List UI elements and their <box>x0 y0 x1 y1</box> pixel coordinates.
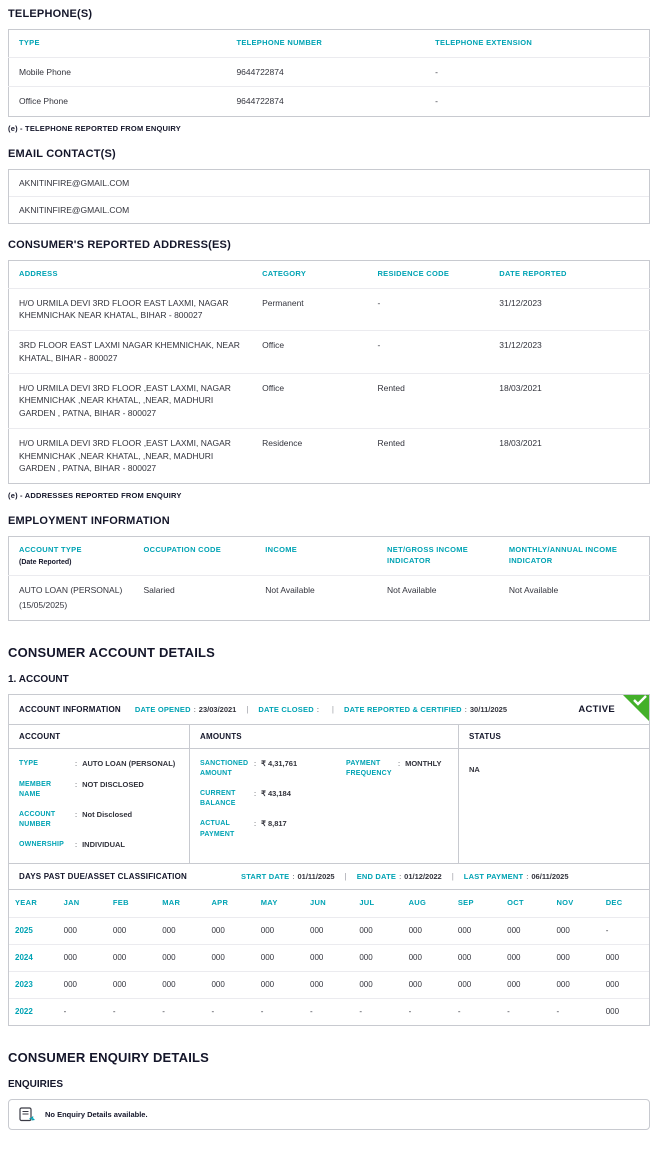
enquiries-heading: ENQUIRIES <box>8 1078 64 1090</box>
employment-income: Not Available <box>265 585 315 596</box>
dpd-cell: 000 <box>605 952 620 962</box>
telephones-title: TELEPHONE(S) <box>8 8 93 20</box>
col-header-net-gross-income: NET/GROSS INCOME INDICATOR <box>387 545 469 565</box>
addresses-table <box>8 260 650 484</box>
telephones-table <box>8 29 650 117</box>
col-header-month: MAY <box>260 898 278 908</box>
separator: | <box>344 872 347 882</box>
dpd-cell: - <box>112 1006 116 1016</box>
addresses-section <box>8 239 650 500</box>
addresses-footnote: (e) - ADDRESSES REPORTED FROM ENQUIRY <box>8 491 182 500</box>
dpd-cell: 000 <box>211 925 225 935</box>
status-column-header: STATUS <box>459 725 649 749</box>
phone-extension: - <box>435 66 438 77</box>
col-header-occupation-code: OCCUPATION CODE <box>143 545 222 554</box>
email-item: AKNITINFIRE@GMAIL.COM <box>9 196 649 223</box>
address-date-reported: 18/03/2021 <box>499 437 542 448</box>
dpd-cell: 000 <box>310 925 324 935</box>
address-category: Permanent <box>262 297 304 308</box>
employment-section <box>8 515 650 621</box>
dpd-cell: 000 <box>457 952 472 962</box>
dpd-cell: - <box>63 1006 67 1016</box>
account-type-field: TYPE : AUTO LOAN (PERSONAL) <box>19 758 176 768</box>
actual-payment-field: ACTUAL PAYMENT : ₹ 8,817 <box>200 819 287 838</box>
date-opened: DATE OPENED : 23/03/2021 <box>134 704 237 714</box>
ownership-field: OWNERSHIP : INDIVIDUAL <box>19 840 126 850</box>
table-row <box>9 57 650 87</box>
col-header-address: ADDRESS <box>19 269 58 278</box>
dpd-table <box>9 890 649 1025</box>
dpd-cell: - <box>211 1006 215 1016</box>
dpd-cell: 000 <box>507 979 521 989</box>
table-row <box>9 331 650 374</box>
account-section <box>8 674 650 1026</box>
col-header-income: INCOME <box>265 545 298 554</box>
table-row <box>9 288 650 331</box>
dpd-year: 2025 <box>15 925 33 935</box>
account-info-bar <box>9 695 649 725</box>
employment-account-type <box>9 576 134 621</box>
dpd-cell: - <box>359 1006 362 1016</box>
col-header-month: DEC <box>605 898 623 908</box>
member-name-field: MEMBER NAME : NOT DISCLOSED <box>19 779 144 798</box>
dpd-year: 2024 <box>15 952 33 962</box>
dpd-cell: - <box>507 1006 510 1016</box>
dpd-cell: 000 <box>260 925 275 935</box>
no-enquiry-box <box>8 1099 650 1130</box>
dpd-cell: - <box>408 1006 412 1016</box>
dpd-cell: 000 <box>359 979 373 989</box>
account-heading: 1. ACCOUNT <box>8 673 69 685</box>
dpd-cell: 000 <box>605 979 620 989</box>
dpd-row <box>9 998 649 1025</box>
account-column <box>9 725 190 863</box>
dpd-cell: 000 <box>162 925 176 935</box>
dpd-cell: 000 <box>605 1006 620 1016</box>
address-residence-code: Rented <box>377 437 405 448</box>
dpd-cell: 000 <box>408 979 422 989</box>
account-detail-columns <box>9 725 649 864</box>
account-column-header: ACCOUNT <box>9 725 189 749</box>
address-date-reported: 31/12/2023 <box>499 340 542 350</box>
dpd-row <box>9 944 649 971</box>
account-details-title: CONSUMER ACCOUNT DETAILS <box>8 644 216 660</box>
col-header-month: OCT <box>507 898 524 908</box>
separator: | <box>451 872 454 882</box>
col-header-telephone-number: TELEPHONE NUMBER <box>236 38 323 47</box>
enquiries-section <box>8 1079 650 1130</box>
col-header-month: JUL <box>359 898 375 908</box>
col-header-label: ACCOUNT TYPE <box>19 545 82 554</box>
dpd-cell: - <box>605 925 609 935</box>
dpd-cell: 000 <box>260 979 275 989</box>
phone-number: 9644722874 <box>236 96 284 107</box>
dpd-cell: 000 <box>556 979 570 989</box>
table-row <box>9 428 650 483</box>
emails-box <box>8 169 650 224</box>
table-header-row <box>9 537 650 576</box>
dpd-cell: 000 <box>507 952 521 962</box>
col-header-residence-code: RESIDENCE CODE <box>377 269 450 278</box>
employment-title: EMPLOYMENT INFORMATION <box>8 515 170 527</box>
col-header-month: FEB <box>112 898 129 908</box>
current-balance-field: CURRENT BALANCE : ₹ 43,184 <box>200 789 291 808</box>
address-residence-code: - <box>377 340 381 350</box>
table-header-row <box>9 890 649 917</box>
telephones-section <box>8 8 650 133</box>
dpd-cell: 000 <box>408 925 422 935</box>
address-category: Residence <box>262 437 303 448</box>
phone-type: Mobile Phone <box>19 66 71 77</box>
emails-section <box>8 148 650 224</box>
address-category: Office <box>262 382 285 393</box>
address-residence-code: Rented <box>377 382 405 393</box>
address-text: H/O URMILA DEVI 3RD FLOOR ,EAST LAXMI, NAGAR KHEMNICHAK ,NEAR KHATAL, ,NEAR, MADHURI GARDEN , PATNA, BIHAR - 800027 <box>19 437 231 474</box>
dpd-cell: 000 <box>556 952 570 962</box>
amounts-column <box>190 725 459 863</box>
dpd-cell: 000 <box>112 952 127 962</box>
enquiry-document-icon <box>19 1107 36 1122</box>
table-header-row <box>9 261 650 289</box>
col-header-year: YEAR <box>15 898 38 908</box>
payment-frequency-field: PAYMENT FREQUENCY : MONTHLY <box>346 758 442 777</box>
phone-type: Office Phone <box>19 96 68 107</box>
dpd-end-date: END DATE : 01/12/2022 <box>356 872 442 882</box>
dpd-last-payment: LAST PAYMENT : 06/11/2025 <box>463 872 569 882</box>
employment-account-type-value: AUTO LOAN (PERSONAL) <box>19 585 123 596</box>
dpd-cell: 000 <box>359 952 373 962</box>
dpd-row <box>9 971 649 998</box>
email-item: AKNITINFIRE@GMAIL.COM <box>19 178 130 188</box>
dpd-start-date: START DATE : 01/11/2025 <box>241 872 335 882</box>
sanctioned-amount-field: SANCTIONED AMOUNT : ₹ 4,31,761 <box>200 758 298 777</box>
emails-title: EMAIL CONTACT(S) <box>8 148 116 160</box>
address-category: Office <box>262 340 285 350</box>
account-information-label: ACCOUNT INFORMATION <box>19 704 121 714</box>
col-header-month: JAN <box>63 898 80 908</box>
dpd-cell: - <box>260 1006 264 1016</box>
employment-table <box>8 536 650 621</box>
col-header-month: MAR <box>162 898 181 908</box>
separator: | <box>331 704 334 714</box>
dpd-cell: 000 <box>63 979 77 989</box>
dpd-cell: 000 <box>359 925 373 935</box>
enquiry-details-title: CONSUMER ENQUIRY DETAILS <box>8 1049 210 1065</box>
separator: | <box>246 704 249 714</box>
employment-date-reported: (15/05/2025) <box>19 600 68 611</box>
telephones-footnote: (e) - TELEPHONE REPORTED FROM ENQUIRY <box>8 124 181 133</box>
col-header-category: CATEGORY <box>262 269 307 278</box>
dpd-cell: - <box>310 1006 313 1016</box>
dpd-year: 2023 <box>15 979 33 989</box>
dpd-label: DAYS PAST DUE/ASSET CLASSIFICATION <box>19 872 188 882</box>
dpd-cell: 000 <box>556 925 570 935</box>
dpd-cell: 000 <box>162 979 176 989</box>
col-header-type: TYPE <box>19 38 40 47</box>
col-header-sub-label: (Date Reported) <box>19 558 72 566</box>
employment-monthly-annual: Not Available <box>508 585 559 596</box>
phone-number: 9644722874 <box>236 66 284 77</box>
dpd-cell: 000 <box>211 979 225 989</box>
status-column <box>459 725 649 863</box>
dpd-cell: - <box>457 1006 461 1016</box>
dpd-row <box>9 917 649 944</box>
dpd-cell: 000 <box>63 952 77 962</box>
dpd-bar <box>9 864 649 890</box>
address-residence-code: - <box>377 297 381 308</box>
address-date-reported: 31/12/2023 <box>499 297 542 308</box>
dpd-cell: - <box>556 1006 560 1016</box>
dpd-cell: 000 <box>211 952 225 962</box>
col-header-month: JUN <box>310 898 326 908</box>
address-date-reported: 18/03/2021 <box>499 382 542 393</box>
table-row <box>9 373 650 428</box>
dpd-cell: 000 <box>162 952 176 962</box>
dpd-cell: 000 <box>457 925 472 935</box>
status-value: NA <box>469 764 480 774</box>
dpd-cell: 000 <box>457 979 472 989</box>
col-header-monthly-annual-income: MONTHLY/ANNUAL INCOME INDICATOR <box>508 545 618 565</box>
account-number-field: ACCOUNT NUMBER : Not Disclosed <box>19 809 133 829</box>
dpd-cell: 000 <box>260 952 275 962</box>
employment-net-gross: Not Available <box>387 585 437 596</box>
dpd-year: 2022 <box>15 1006 33 1016</box>
dpd-cell: - <box>162 1006 165 1016</box>
address-text: H/O URMILA DEVI 3RD FLOOR EAST LAXMI, NAGAR KHEMNICHAK NEAR KHATAL, BIHAR - 800027 <box>19 297 229 321</box>
dpd-cell: 000 <box>112 979 127 989</box>
date-closed: DATE CLOSED : <box>258 704 319 714</box>
addresses-title: CONSUMER'S REPORTED ADDRESS(ES) <box>8 239 231 251</box>
table-header-row <box>9 30 650 58</box>
col-header-telephone-extension: TELEPHONE EXTENSION <box>435 38 533 47</box>
col-header-month: SEP <box>457 898 474 908</box>
col-header-month: NOV <box>556 898 574 908</box>
col-header-month: APR <box>211 898 229 908</box>
address-text: H/O URMILA DEVI 3RD FLOOR ,EAST LAXMI, NAGAR KHEMNICHAK ,NEAR KHATAL, ,NEAR, MADHURI GARDEN , PATNA, BIHAR - 800027 <box>19 382 231 418</box>
no-enquiry-message: No Enquiry Details available. <box>45 1109 148 1119</box>
amounts-column-header: AMOUNTS <box>190 725 458 749</box>
date-reported-certified: DATE REPORTED & CERTIFIED : 30/11/2025 <box>344 704 508 714</box>
employment-occupation: Salaried <box>143 585 175 596</box>
dpd-cell: 000 <box>63 925 77 935</box>
address-text: 3RD FLOOR EAST LAXMI NAGAR KHEMNICHAK, NEAR KHATAL, BIHAR - 800027 <box>19 340 240 363</box>
dpd-cell: 000 <box>507 925 521 935</box>
col-header-account-type <box>9 537 134 576</box>
active-check-icon <box>623 695 649 721</box>
dpd-cell: 000 <box>408 952 422 962</box>
col-header-date-reported: DATE REPORTED <box>499 269 567 278</box>
dpd-cell: 000 <box>310 952 324 962</box>
col-header-month: AUG <box>408 898 427 908</box>
account-box <box>8 694 650 1026</box>
table-row <box>9 87 650 117</box>
table-row <box>9 576 650 621</box>
status-badge: ACTIVE <box>578 703 615 715</box>
phone-extension: - <box>435 96 438 107</box>
dpd-cell: 000 <box>310 979 324 989</box>
dpd-cell: 000 <box>112 925 127 935</box>
